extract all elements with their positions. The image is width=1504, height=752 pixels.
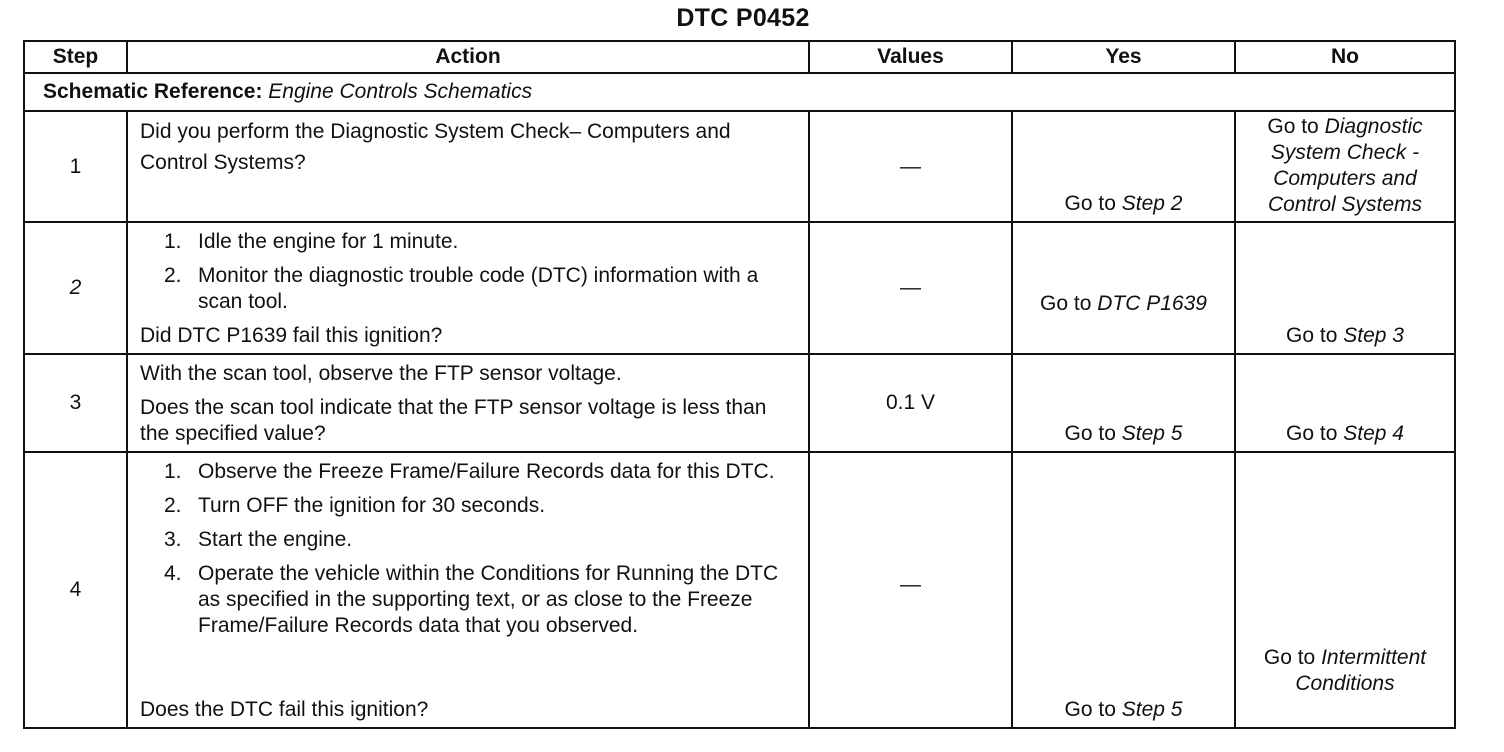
item-text: Monitor the diagnostic trouble code (DTC) information with a scan tool. — [198, 264, 759, 313]
list-item — [140, 459, 796, 485]
value-cell: 0.1 V — [809, 354, 1012, 452]
step-number: 2 — [24, 222, 127, 354]
item-text: Start the engine. — [198, 528, 353, 551]
yes-prefix: Go to — [1064, 698, 1116, 721]
action-question: Does the DTC fail this ignition? — [140, 698, 429, 721]
table-row — [24, 452, 1455, 728]
item-text: Operate the vehicle within the Conditions for Running the DTC as specified in the supporting text, or as close to the Freeze Frame/Failure Records data that you observed. — [198, 562, 779, 637]
no-prefix: Go to — [1263, 646, 1316, 669]
list-item — [140, 493, 796, 519]
value-cell: — — [809, 452, 1012, 728]
action-cell — [127, 111, 809, 222]
header-row — [24, 41, 1455, 73]
yes-outcome — [1013, 421, 1234, 447]
yes-cell — [1012, 452, 1235, 728]
action-steps — [140, 459, 796, 639]
item-number: 1. — [164, 460, 182, 483]
no-link[interactable]: System Check - — [1270, 141, 1420, 164]
dtc-table — [23, 40, 1456, 729]
no-outcome — [1236, 114, 1454, 218]
no-cell — [1235, 111, 1455, 222]
yes-prefix: Go to — [1064, 422, 1116, 445]
action-text: With the scan tool, observe the FTP sensor voltage. — [140, 362, 622, 385]
value-cell: — — [809, 111, 1012, 222]
no-link[interactable]: Computers and — [1273, 167, 1417, 190]
page-title: DTC P0452 — [676, 4, 810, 32]
yes-outcome — [1013, 291, 1234, 317]
no-link[interactable]: Conditions — [1295, 672, 1395, 695]
item-number: 2. — [164, 264, 182, 287]
schematic-reference — [24, 73, 1455, 111]
item-number: 3. — [164, 528, 182, 551]
no-link[interactable]: Step 3 — [1343, 324, 1404, 347]
yes-cell — [1012, 111, 1235, 222]
action-text: Did you perform the Diagnostic System Check– Computers and Control Systems? — [140, 120, 731, 174]
header-no: No — [1235, 41, 1455, 73]
yes-prefix: Go to — [1064, 192, 1116, 215]
list-item — [140, 527, 796, 553]
header-step: Step — [24, 41, 127, 73]
yes-link[interactable]: Step 5 — [1121, 698, 1183, 721]
no-cell — [1235, 452, 1455, 728]
no-link[interactable]: Diagnostic — [1324, 115, 1423, 138]
yes-cell — [1012, 354, 1235, 452]
yes-link[interactable]: Step 5 — [1121, 422, 1183, 445]
action-question: Did DTC P1639 fail this ignition? — [140, 324, 443, 347]
table-row — [24, 111, 1455, 222]
no-cell — [1235, 222, 1455, 354]
no-prefix: Go to — [1286, 422, 1338, 445]
step-number: 1 — [24, 111, 127, 222]
no-outcome — [1236, 645, 1454, 697]
yes-prefix: Go to — [1040, 291, 1092, 315]
reference-row — [24, 73, 1455, 111]
no-prefix: Go to — [1267, 115, 1319, 138]
yes-outcome — [1013, 697, 1234, 723]
item-text: Idle the engine for 1 minute. — [198, 230, 459, 253]
reference-value: Engine Controls Schematics — [268, 80, 533, 103]
action-cell — [127, 452, 809, 728]
header-action: Action — [127, 41, 809, 73]
no-link[interactable]: Control Systems — [1267, 193, 1423, 216]
header-values: Values — [809, 41, 1012, 73]
yes-link[interactable]: Step 2 — [1121, 192, 1183, 215]
action-cell — [127, 354, 809, 452]
value-cell: — — [809, 222, 1012, 354]
table-row — [24, 222, 1455, 354]
no-prefix: Go to — [1286, 324, 1338, 347]
item-number: 4. — [164, 562, 182, 585]
list-item — [140, 229, 796, 255]
yes-link[interactable]: DTC P1639 — [1097, 291, 1207, 315]
action-question: Does the scan tool indicate that the FTP sensor voltage is less than the specified value? — [140, 396, 767, 445]
no-link[interactable]: Step 4 — [1343, 422, 1404, 445]
yes-outcome — [1013, 191, 1234, 217]
item-text: Turn OFF the ignition for 30 seconds. — [198, 494, 546, 517]
list-item — [140, 263, 796, 315]
item-text: Observe the Freeze Frame/Failure Records data for this DTC. — [198, 460, 775, 483]
header-yes: Yes — [1012, 41, 1235, 73]
no-cell — [1235, 354, 1455, 452]
list-item — [140, 561, 796, 639]
item-number: 2. — [164, 494, 182, 517]
item-number: 1. — [164, 230, 182, 253]
no-outcome — [1236, 421, 1454, 447]
step-number: 3 — [24, 354, 127, 452]
reference-label: Schematic Reference: — [43, 80, 263, 103]
action-steps — [140, 229, 796, 315]
no-link[interactable]: Intermittent — [1321, 646, 1427, 669]
step-number: 4 — [24, 452, 127, 728]
action-cell — [127, 222, 809, 354]
table-row — [24, 354, 1455, 452]
no-outcome — [1236, 323, 1454, 349]
yes-cell — [1012, 222, 1235, 354]
